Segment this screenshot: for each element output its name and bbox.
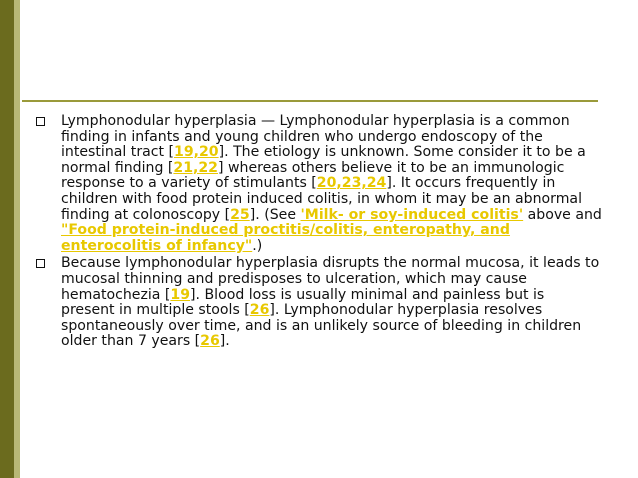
slide-content bbox=[36, 114, 602, 352]
reference-link[interactable]: 20,23,24 bbox=[316, 175, 387, 192]
square-bullet-icon bbox=[36, 259, 45, 268]
left-sidebar-dark-band bbox=[0, 0, 14, 478]
reference-link[interactable]: 19,20 bbox=[174, 144, 219, 161]
text-segment: ]. The etiology is unknown. Some consider it to be a normal finding [ bbox=[61, 144, 586, 176]
reference-link[interactable]: 21,22 bbox=[173, 159, 218, 176]
left-sidebar-light-band bbox=[14, 0, 20, 478]
text-segment: ]. (See bbox=[249, 206, 301, 223]
text-segment: ]. Lymphonodular hyperplasia resolves spontaneously over time, and is an unlikely source of bleeding in children older than 7 years [ bbox=[61, 302, 582, 350]
reference-link[interactable]: 19 bbox=[170, 286, 191, 303]
square-bullet-icon bbox=[36, 117, 45, 126]
bullet-text bbox=[61, 255, 599, 349]
text-segment: above and bbox=[523, 206, 602, 223]
reference-link[interactable]: 25 bbox=[230, 206, 250, 223]
text-segment: ] whereas others believe it to be an immunologic response to a variety of stimulants [ bbox=[61, 159, 565, 192]
text-segment: .) bbox=[252, 237, 263, 254]
text-segment: Lymphonodular hyperplasia — Lymphonodular hyperplasia is a common finding in infants and young children who undergo endoscopy of the intestinal tract [ bbox=[61, 113, 570, 161]
bullet-item-2 bbox=[36, 256, 602, 350]
reference-link[interactable]: "Food protein-induced proctitis/colitis, enteropathy, and enterocolitis of infancy" bbox=[61, 222, 510, 254]
text-segment: ]. bbox=[219, 333, 230, 350]
text-segment: ]. Blood loss is usually minimal and painless but is present in multiple stools [ bbox=[61, 286, 545, 319]
reference-link[interactable]: 26 bbox=[200, 333, 220, 350]
bullet-item-1 bbox=[36, 114, 602, 254]
text-segment: Because lymphonodular hyperplasia disrupts the normal mucosa, it leads to mucosal thinning and predisposes to ulceration, which may cause hematochezia [ bbox=[61, 255, 600, 303]
horizontal-divider bbox=[22, 100, 598, 102]
text-segment: ]. It occurs frequently in children with food protein induced colitis, in whom it may be an abnormal finding at colonoscopy [ bbox=[61, 175, 582, 223]
bullet-text bbox=[61, 113, 602, 254]
reference-link[interactable]: 26 bbox=[249, 302, 270, 319]
reference-link[interactable]: 'Milk- or soy-induced colitis' bbox=[300, 206, 524, 223]
